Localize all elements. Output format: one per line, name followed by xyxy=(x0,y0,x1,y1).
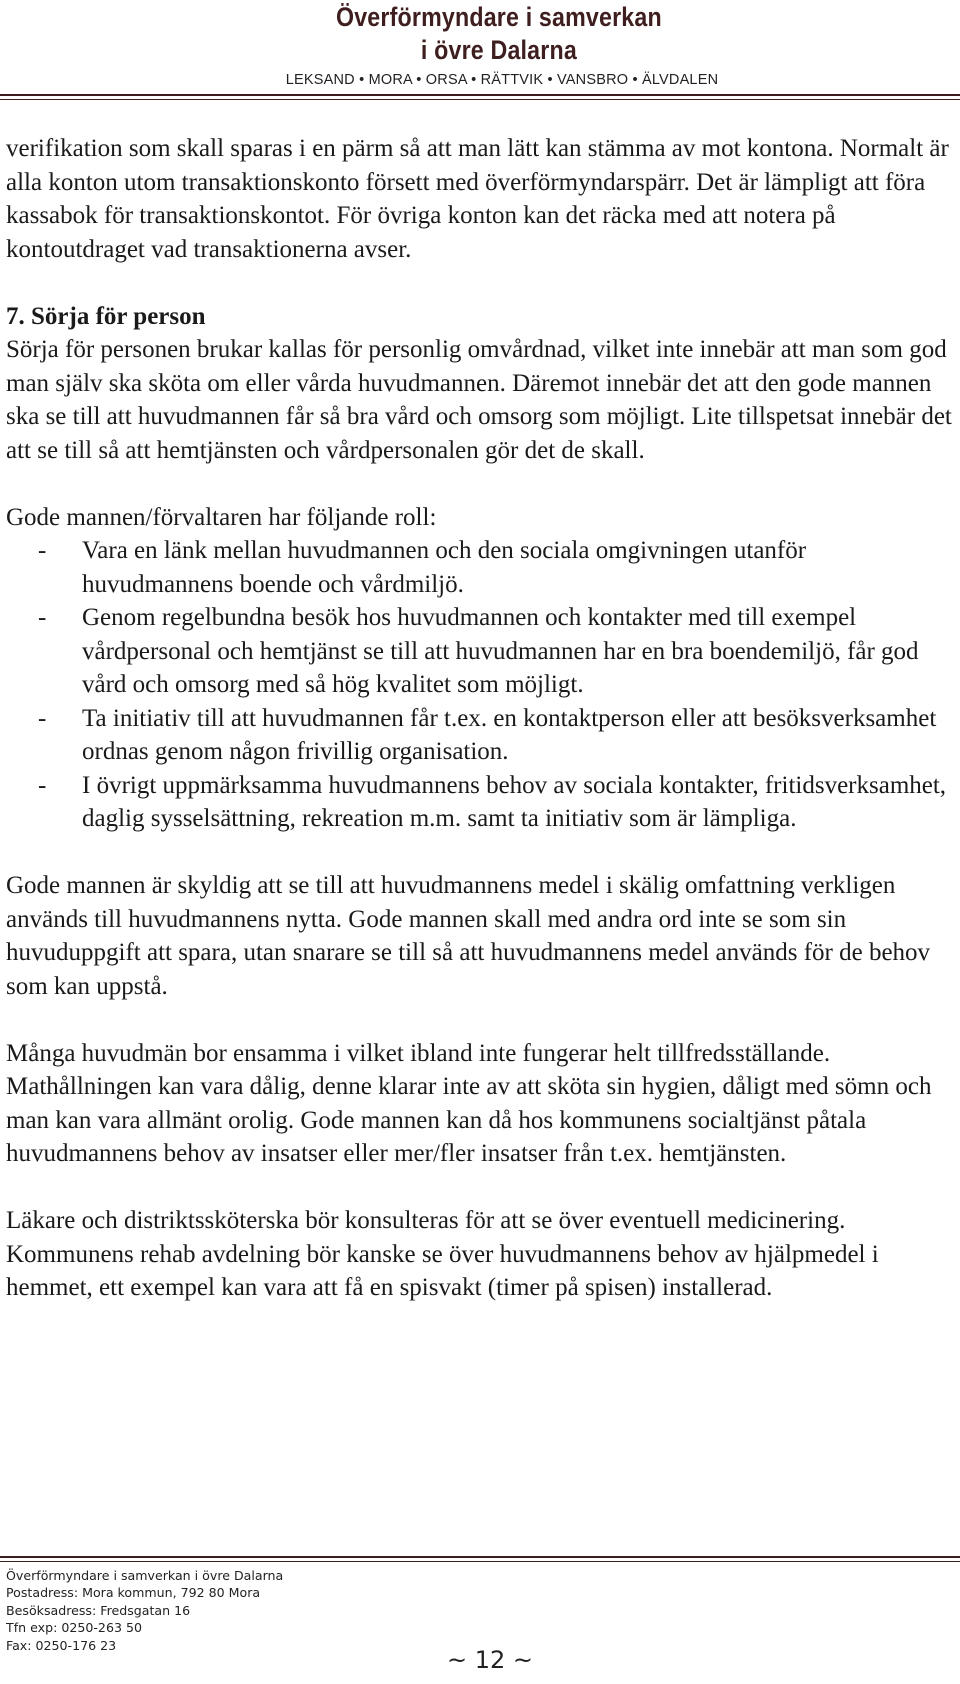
list-dash: - xyxy=(38,704,47,732)
document-body xyxy=(6,132,956,1305)
medical-paragraph: Läkare och distriktssköterska bör konsulteras för att se över eventuell medicinering. Kommunens rehab avdelning bör kanske se över huvudmannens behov av hjälpmedel i hemmet, ett exempel kan vara att få en spisvakt (timer på spisen) installerad. xyxy=(6,1207,879,1301)
footer-rule-thick xyxy=(0,1556,960,1558)
page-number: ~ 12 ~ xyxy=(446,1646,533,1674)
footer-postal-address: Postadress: Mora kommun, 792 80 Mora xyxy=(6,1585,261,1601)
list-dash: - xyxy=(38,604,47,631)
page-footer xyxy=(6,1567,506,1654)
section-paragraph: Sörja för personen brukar kallas för personlig omvårdnad, vilket inte innebär att man som god man själv ska sköta om eller vårda huvudmannen. Däremot innebär det att den gode mannen ska se till att huvudmannen får så bra vård och omsorg som möjligt. Lite tillspetsat innebär det att se till så att hemtjänsten och vårdpersonalen gör det de skall. xyxy=(6,336,952,464)
list-item xyxy=(6,601,956,702)
list-item-text: I övrigt uppmärksamma huvudmannens behov av sociala kontakter, fritidsverksamhet, daglig sysselsättning, rekreation m.m. samt ta initiativ som är lämpliga. xyxy=(82,771,947,832)
footer-phone: Tfn exp: 0250-263 50 xyxy=(6,1620,142,1636)
living-alone-paragraph: Många huvudmän bor ensamma i vilket ibland inte fungerar helt tillfredsställande. Mathållningen kan vara dålig, denne klarar inte av att sköta sin hygien, dåligt med sömn och man kan vara allmänt orolig. Gode mannen kan då hos kommunens socialtjänst påtala huvudmannens behov av insatser eller mer/fler insatser från t.ex. hemtjänsten. xyxy=(6,1039,932,1167)
list-item xyxy=(6,769,956,836)
section-heading: 7. Sörja för person xyxy=(6,302,206,330)
list-item-text: Genom regelbundna besök hos huvudmannen och kontakter med till exempel vårdpersonal och hemtjänst se till att huvudmannen har en bra boendemiljö, får god vård och omsorg med så hög kvalitet som möjligt. xyxy=(82,604,919,698)
member-towns: LEKSAND • MORA • ORSA • RÄTTVIK • VANSBRO • ÄLVDALEN xyxy=(285,72,719,88)
organization-name-line2: i övre Dalarna xyxy=(420,35,577,65)
list-item xyxy=(6,702,956,769)
role-intro: Gode mannen/förvaltaren har följande roll: xyxy=(6,503,437,531)
list-item-text: Vara en länk mellan huvudmannen och den sociala omgivningen utanför huvudmannens boende och vårdmiljö. xyxy=(82,537,807,598)
header-rule-thick xyxy=(0,94,960,96)
footer-organization: Överförmyndare i samverkan i övre Dalarna xyxy=(6,1568,284,1583)
list-dash: - xyxy=(38,771,47,799)
list-item-text: Ta initiativ till att huvudmannen får t.ex. en kontaktperson eller att besöksverksamhet ordnas genom någon frivillig organisation. xyxy=(82,704,937,765)
role-list xyxy=(6,534,956,836)
funds-paragraph: Gode mannen är skyldig att se till att huvudmannens medel i skälig omfattning verkligen används till huvudmannens nytta. Gode mannen skall med andra ord inte se som sin huvuduppgift att spara, utan snarare se till så att huvudmannens medel används för de behov som kan uppstå. xyxy=(6,872,931,1000)
footer-fax: Fax: 0250-176 23 xyxy=(6,1637,117,1653)
list-item xyxy=(6,534,956,601)
footer-visiting-address: Besöksadress: Fredsgatan 16 xyxy=(6,1602,191,1618)
intro-paragraph: verifikation som skall sparas i en pärm så att man lätt kan stämma av mot kontona. Normalt är alla konton utom transaktionskonto försett med överförmyndarspärr. Det är lämpligt att föra kassabok för transaktionskontot. För övriga konton kan det räcka med att notera på kontoutdraget vad transaktionerna avser. xyxy=(6,135,949,263)
header-rule-thin xyxy=(0,99,960,100)
organization-name-line1: Överförmyndare i samverkan xyxy=(335,2,662,32)
footer-rule-thin xyxy=(0,1561,960,1562)
list-dash: - xyxy=(38,537,47,564)
